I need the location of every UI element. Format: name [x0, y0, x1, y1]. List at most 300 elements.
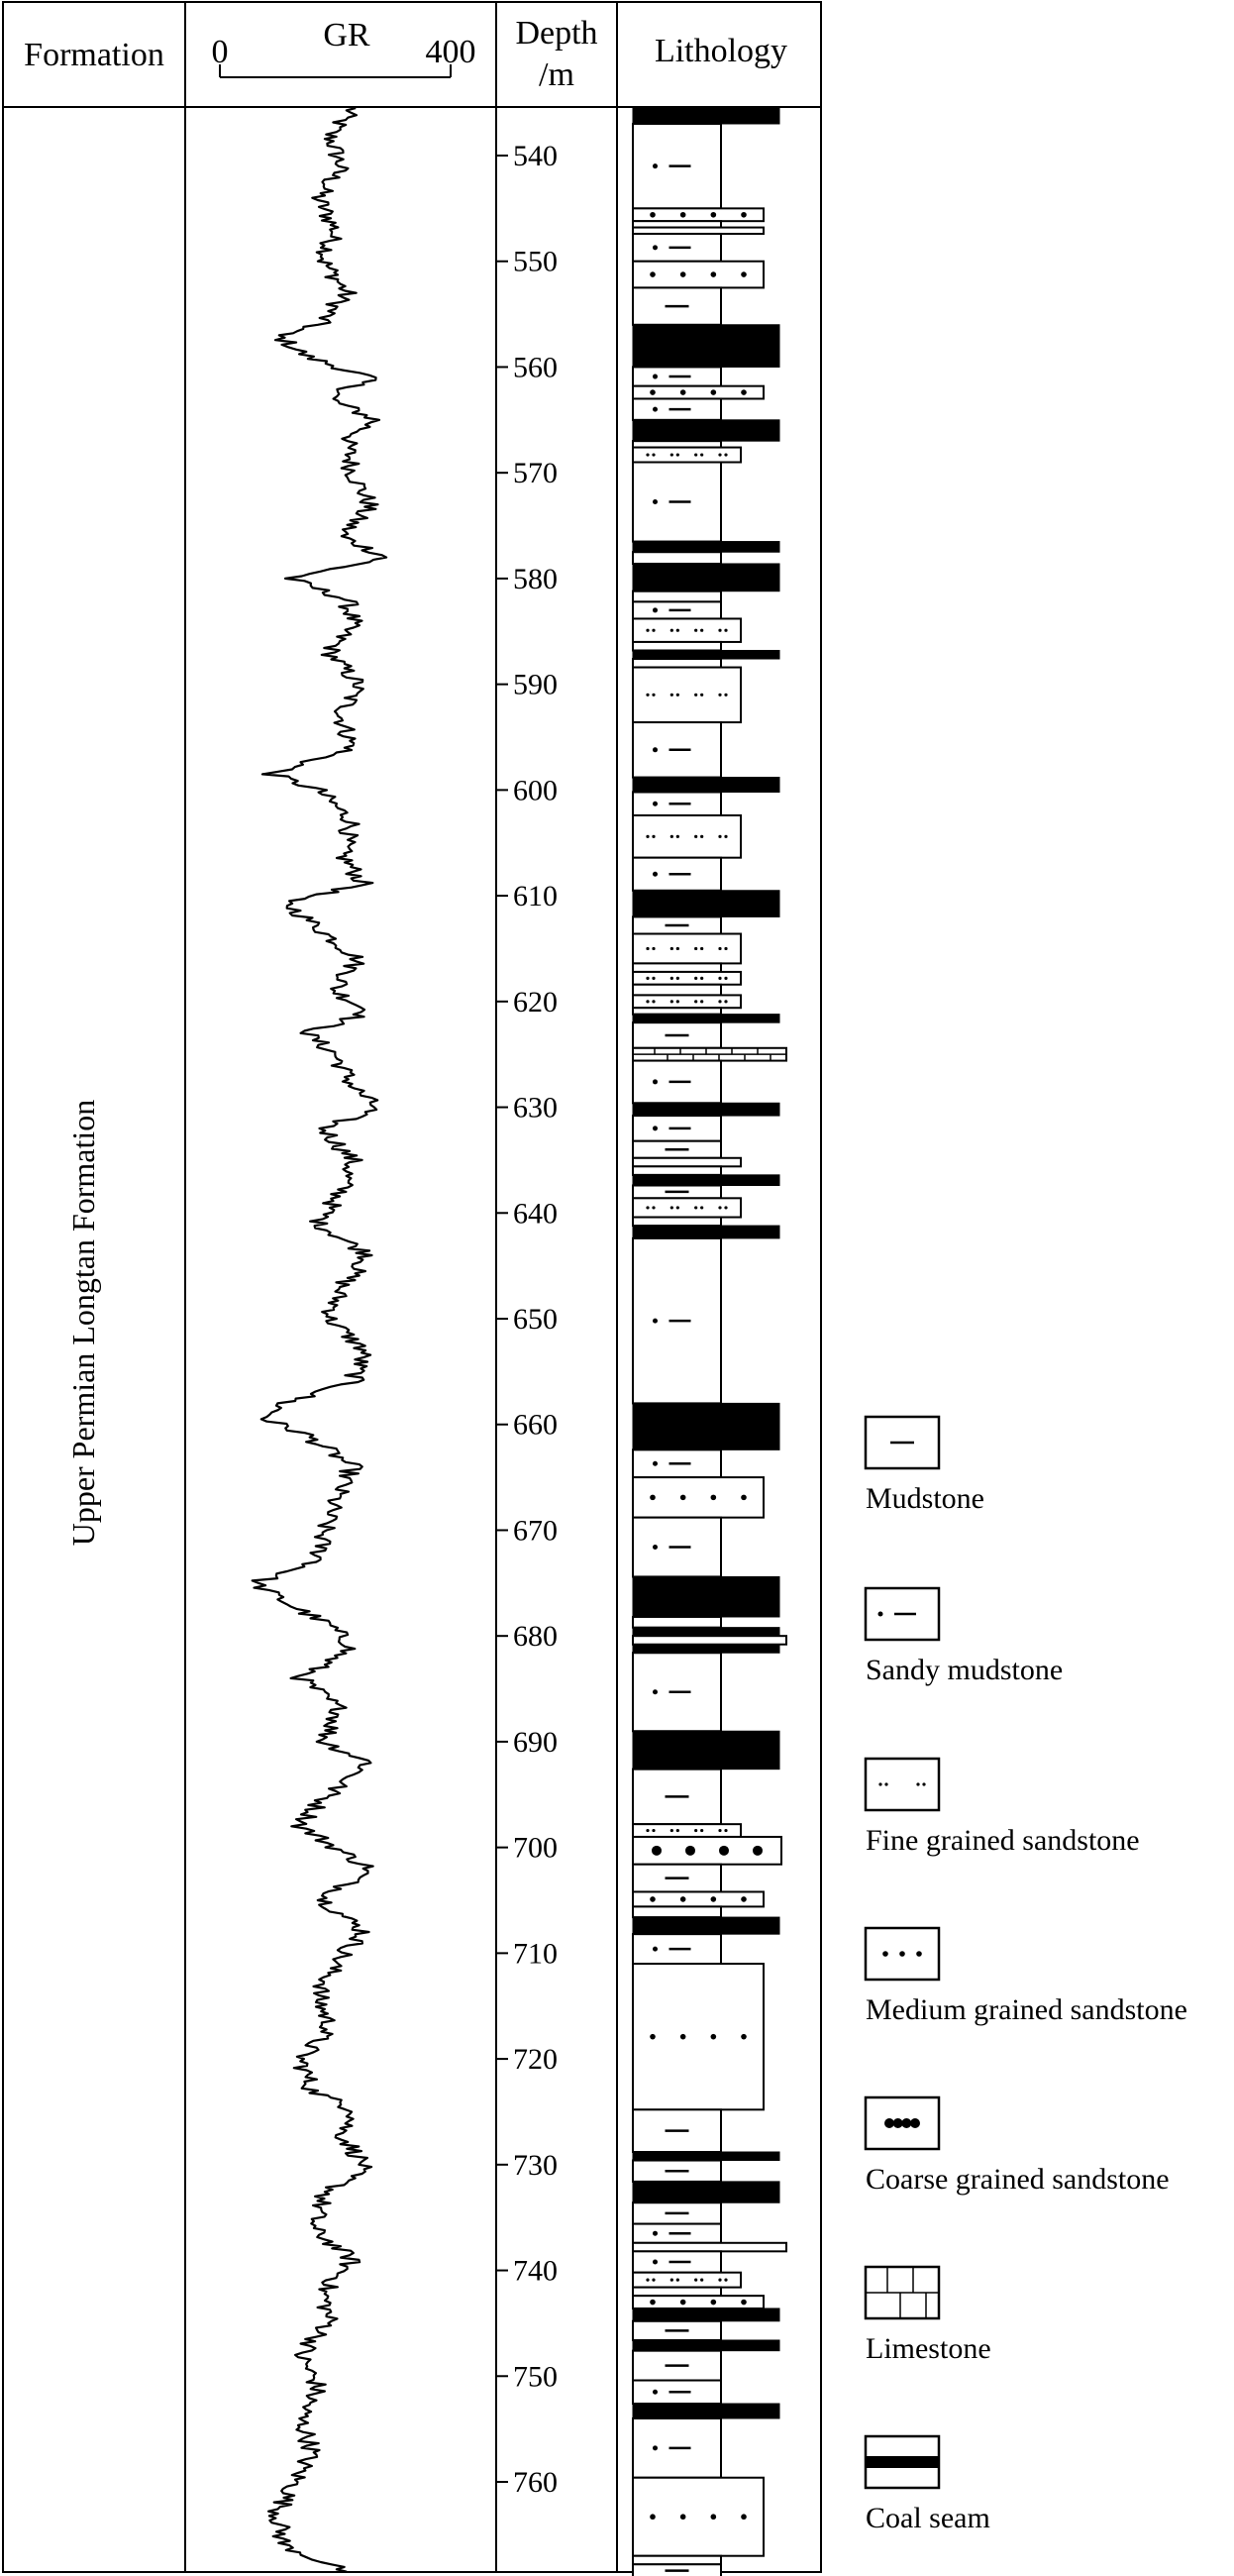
lithology-bed-coal	[633, 1015, 779, 1023]
lithology-bed-coal	[633, 564, 779, 591]
sand-dot	[653, 1461, 658, 1466]
lithology-bed-fine-sandstone	[633, 1198, 741, 1217]
bed-rect	[633, 591, 721, 602]
lithology-bed-mudstone	[633, 2556, 721, 2565]
medium-sand-dot	[711, 2034, 717, 2040]
coal-seam-rect	[633, 2404, 779, 2418]
gr-header: GR	[323, 17, 370, 54]
depth-tick-label: 730	[513, 2148, 558, 2182]
lithology-bed-limestone	[633, 1636, 786, 1645]
lithology-bed-medium-sandstone	[633, 2478, 764, 2556]
lithology-bed-coal	[633, 2182, 779, 2202]
sand-dot	[653, 1545, 658, 1550]
coal-seam-rect	[633, 564, 779, 591]
lithology-bed-mudstone	[633, 642, 721, 651]
lithology-bed-coal	[633, 1226, 779, 1238]
lithology-bed-mudstone	[633, 1865, 721, 1892]
coal-seam-rect	[633, 1015, 779, 1023]
fine-sand-dot	[718, 947, 721, 950]
depth-tick-label: 690	[513, 1725, 558, 1759]
lithology-bed-coal	[633, 1103, 779, 1116]
coarse-sand-dot	[910, 2118, 920, 2128]
lithology-bed-medium-sandstone	[633, 262, 764, 288]
lithology-bed-limestone	[633, 1048, 786, 1061]
lithology-bed-mudstone	[633, 1906, 721, 1917]
fine-sand-dot	[694, 835, 697, 838]
lithology-bed-coal	[633, 650, 779, 659]
lithology-bed-sandy-mudstone	[633, 601, 721, 618]
lithology-bed-medium-sandstone	[633, 386, 764, 399]
bed-rect	[633, 1158, 741, 1167]
coal-seam-rect	[633, 325, 779, 368]
lithology-bed-mudstone	[633, 2564, 721, 2576]
fine-sand-dot	[646, 453, 649, 456]
coal-seam-rect	[633, 1175, 779, 1186]
fine-sand-dot	[676, 1206, 679, 1209]
lithology-bed-sandy-mudstone	[633, 792, 721, 814]
fine-sand-dot	[670, 694, 673, 697]
lithology-bed-mudstone	[633, 1166, 721, 1175]
lithology-bed-sandy-mudstone	[633, 1934, 721, 1964]
medium-sand-dot	[741, 1896, 747, 1902]
legend-swatch	[866, 1759, 939, 1810]
lithology-bed-coal	[633, 2404, 779, 2418]
coal-seam-rect	[633, 2308, 779, 2321]
fine-sand-dot	[700, 1829, 703, 1832]
bed-rect	[633, 1166, 721, 1175]
medium-sand-dot	[741, 2300, 747, 2306]
lithology-bed-coal	[633, 1576, 779, 1617]
medium-sand-dot	[650, 2300, 656, 2306]
fine-sand-dot	[652, 1000, 655, 1003]
fine-sand-dot	[694, 2279, 697, 2282]
lithology-bed-fine-sandstone	[633, 972, 741, 985]
coal-seam-rect	[633, 2152, 779, 2161]
lithology-bed-coal	[633, 542, 779, 553]
fine-sand-dot	[676, 629, 679, 632]
medium-sand-dot	[680, 389, 686, 395]
fine-sand-dot	[694, 947, 697, 950]
lithology-bed-medium-sandstone	[633, 1477, 764, 1518]
lithology-bed-sandy-mudstone	[633, 1653, 721, 1731]
lithology-bed-mudstone	[633, 1141, 721, 1158]
depth-axis	[496, 140, 558, 2499]
fine-sand-dot	[646, 629, 649, 632]
sand-dot	[653, 2260, 658, 2265]
medium-sand-dot	[680, 271, 686, 277]
lithology-bed-mudstone	[633, 2288, 721, 2297]
sand-dot	[653, 245, 658, 250]
lithology-bed-medium-sandstone	[633, 208, 764, 221]
coarse-sand-dot	[884, 2118, 894, 2128]
coal-seam-rect	[633, 1731, 779, 1769]
fine-sand-dot	[670, 629, 673, 632]
lithology-bed-sandy-mudstone	[633, 1116, 721, 1141]
fine-sand-dot	[700, 947, 703, 950]
fine-sand-dot	[676, 1829, 679, 1832]
lithology-bed-mudstone	[633, 1218, 721, 1227]
fine-sand-dot	[718, 2279, 721, 2282]
lithology-bed-mudstone	[633, 2109, 721, 2152]
fine-sand-dot	[670, 2279, 673, 2282]
lithology-bed-coarse-sandstone	[633, 1837, 781, 1865]
fine-sand-dot	[724, 947, 727, 950]
legend-coal-band	[866, 2456, 939, 2468]
coarse-sand-dot	[753, 1846, 763, 1856]
medium-sand-dot	[916, 1951, 922, 1957]
formation-name: Upper Permian Longtan Formation	[65, 1099, 101, 1547]
lithology-bed-sandy-mudstone	[633, 1061, 721, 1104]
lithology-bed-fine-sandstone	[633, 1158, 741, 1167]
coal-seam-rect	[633, 542, 779, 553]
depth-tick-label: 540	[513, 140, 558, 172]
coarse-sand-dot	[901, 2118, 911, 2128]
fine-sand-dot	[694, 1000, 697, 1003]
bed-rect	[633, 2556, 721, 2565]
lithology-bed-coal	[633, 2340, 779, 2351]
coal-seam-rect	[633, 1917, 779, 1934]
coal-seam-rect	[633, 650, 779, 659]
lithology-bed-fine-sandstone	[633, 934, 741, 964]
fine-sand-dot	[724, 2279, 727, 2282]
fine-sand-dot	[646, 947, 649, 950]
lithology-bed-sandy-mudstone	[633, 463, 721, 542]
lithology-bed-mudstone	[633, 963, 721, 972]
lithology-bed-coal	[633, 1731, 779, 1769]
sand-dot	[653, 375, 658, 379]
medium-sand-dot	[711, 212, 717, 218]
fine-sand-dot	[694, 629, 697, 632]
fine-sand-dot	[724, 1829, 727, 1832]
fine-sand-dot	[724, 1000, 727, 1003]
medium-sand-dot	[741, 2514, 747, 2520]
medium-sand-dot	[882, 1951, 888, 1957]
lithology-bed-coal	[633, 2152, 779, 2161]
lithology-bed-mudstone	[633, 1617, 721, 1628]
fine-sand-dot	[646, 2279, 649, 2282]
fine-sand-dot	[700, 977, 703, 980]
lithology-bed-sandy-mudstone	[633, 124, 721, 208]
fine-sand-dot	[646, 835, 649, 838]
sand-dot	[653, 872, 658, 877]
legend-item-mudstone	[866, 1417, 984, 1515]
depth-tick-label: 590	[513, 668, 558, 701]
lithology-bed-fine-sandstone	[633, 995, 741, 1008]
fine-sand-dot	[676, 694, 679, 697]
gr-scale-bar	[220, 64, 451, 77]
fine-sand-dot	[652, 453, 655, 456]
sand-dot	[653, 607, 658, 612]
medium-sand-dot	[741, 1495, 747, 1501]
bed-rect	[633, 1617, 721, 1628]
fine-sand-dot	[652, 977, 655, 980]
fine-sand-dot	[646, 1829, 649, 1832]
medium-sand-dot	[680, 2514, 686, 2520]
fine-sand-dot	[652, 629, 655, 632]
fine-sand-dot	[676, 977, 679, 980]
medium-sand-dot	[680, 1896, 686, 1902]
fine-sand-dot	[646, 1000, 649, 1003]
lithology-bed-mudstone	[633, 659, 721, 668]
fine-sand-dot	[700, 453, 703, 456]
fine-sand-dot	[652, 694, 655, 697]
medium-sand-dot	[711, 1495, 717, 1501]
fine-sand-dot	[700, 2279, 703, 2282]
fine-sand-dot	[694, 1829, 697, 1832]
lithology-bed-mudstone	[633, 985, 721, 996]
lithology-bed-coal	[633, 778, 779, 793]
fine-sand-dot	[694, 977, 697, 980]
legend-item-medium-sandstone	[866, 1928, 1187, 2026]
coal-seam-rect	[633, 1576, 779, 1617]
lithology-bed-medium-sandstone	[633, 1891, 764, 1906]
lithology-bed-sandy-mudstone	[633, 858, 721, 891]
sand-dot	[653, 1079, 658, 1084]
sand-dot	[653, 747, 658, 752]
medium-sand-dot	[899, 1951, 905, 1957]
lithology-bed-coal	[633, 108, 779, 124]
sand-dot	[653, 2445, 658, 2450]
fine-sand-dot	[718, 629, 721, 632]
bed-rect	[633, 2243, 786, 2252]
fine-sand-dot	[676, 947, 679, 950]
medium-sand-dot	[741, 271, 747, 277]
fine-sand-dot	[652, 947, 655, 950]
fine-sand-dot	[676, 835, 679, 838]
legend-label: Sandy mudstone	[866, 1654, 1064, 1686]
medium-sand-dot	[680, 212, 686, 218]
fine-sand-dot	[718, 1000, 721, 1003]
coal-seam-rect	[633, 1103, 779, 1116]
lithology-bed-coal	[633, 325, 779, 368]
depth-tick-label: 710	[513, 1937, 558, 1971]
gr-scale-max: 400	[425, 34, 476, 70]
legend-label: Medium grained sandstone	[866, 1993, 1187, 2026]
sand-dot	[653, 1689, 658, 1694]
sand-dot	[653, 499, 658, 504]
fine-sand-dot	[724, 694, 727, 697]
legend-item-fine-sandstone	[866, 1759, 1140, 1857]
medium-sand-dot	[711, 271, 717, 277]
fine-sand-dot	[718, 1206, 721, 1209]
medium-sand-dot	[741, 2034, 747, 2040]
medium-sand-dot	[650, 2034, 656, 2040]
lithology-bed-mudstone	[633, 1008, 721, 1014]
fine-sand-dot	[670, 977, 673, 980]
lithology-bed-fine-sandstone	[633, 815, 741, 858]
coarse-sand-dot	[719, 1846, 729, 1856]
fine-sand-dot	[724, 835, 727, 838]
sand-dot	[653, 2231, 658, 2236]
fine-sand-dot	[718, 835, 721, 838]
coal-seam-rect	[633, 1628, 779, 1637]
bed-rect	[633, 1218, 721, 1227]
sand-dot	[653, 1947, 658, 1952]
depth-tick-label: 720	[513, 2043, 558, 2077]
lithology-bed-sandy-mudstone	[633, 1518, 721, 1577]
fine-sand-dot	[724, 1206, 727, 1209]
bed-rect	[633, 2288, 721, 2297]
coal-seam-rect	[633, 1403, 779, 1449]
sand-dot	[878, 1612, 883, 1617]
medium-sand-dot	[711, 1896, 717, 1902]
legend-item-coal	[866, 2436, 990, 2534]
bed-rect	[633, 552, 721, 564]
medium-sand-dot	[680, 2300, 686, 2306]
depth-tick-label: 640	[513, 1197, 558, 1231]
lithology-bed-coal	[633, 1645, 779, 1654]
lithology-bed-sandy-mudstone	[633, 367, 721, 385]
sand-dot	[653, 1319, 658, 1324]
gr-scale-min: 0	[211, 34, 229, 70]
lithology-bed-coal	[633, 1403, 779, 1449]
lithology-bed-limestone	[633, 2243, 786, 2252]
coal-seam-rect	[633, 1226, 779, 1238]
fine-sand-dot	[676, 453, 679, 456]
fine-sand-dot	[724, 977, 727, 980]
medium-sand-dot	[650, 1495, 656, 1501]
medium-sand-dot	[650, 212, 656, 218]
lithology-bed-sandy-mudstone	[633, 1238, 721, 1403]
medium-sand-dot	[741, 212, 747, 218]
fine-sand-dot	[700, 1206, 703, 1209]
legend-label: Limestone	[866, 2332, 991, 2365]
sand-dot	[653, 407, 658, 412]
fine-sand-dot	[646, 1206, 649, 1209]
depth-tick-label: 550	[513, 245, 558, 278]
fine-sand-dot	[700, 629, 703, 632]
lithology-bed-sandy-mudstone	[633, 2381, 721, 2404]
formation-header: Formation	[24, 37, 164, 73]
bed-rect	[633, 659, 721, 668]
fine-sand-dot	[884, 1782, 887, 1785]
fine-sand-dot	[676, 1000, 679, 1003]
depth-header: Depth	[515, 15, 598, 52]
lithology-bed-mudstone	[633, 2351, 721, 2381]
lithology-bed-coal	[633, 1917, 779, 1934]
coal-seam-rect	[633, 1645, 779, 1654]
legend-item-limestone	[866, 2267, 991, 2365]
fine-sand-dot	[718, 1829, 721, 1832]
lithology-bed-mudstone	[633, 552, 721, 564]
fine-sand-dot	[700, 694, 703, 697]
lithology-bed-sandy-mudstone	[633, 234, 721, 262]
lithology-bed-mudstone	[633, 591, 721, 602]
sand-dot	[653, 802, 658, 806]
fine-sand-dot	[670, 1000, 673, 1003]
lithology-bed-fine-sandstone	[633, 2273, 741, 2288]
depth-tick-label: 650	[513, 1303, 558, 1336]
lithology-bed-sandy-mudstone	[633, 722, 721, 777]
legend-label: Coal seam	[866, 2502, 990, 2534]
fine-sand-dot	[670, 453, 673, 456]
fine-sand-dot	[670, 947, 673, 950]
lithology-bed-mudstone	[633, 916, 721, 933]
lithology-bed-mudstone	[633, 1186, 721, 1199]
gr-log-curve	[253, 108, 386, 2572]
lithology-bed-mudstone	[633, 1770, 721, 1824]
fine-sand-dot	[652, 1829, 655, 1832]
fine-sand-dot	[676, 2279, 679, 2282]
fine-sand-dot	[718, 694, 721, 697]
legend-item-sandy-mudstone	[866, 1588, 1063, 1686]
coal-seam-rect	[633, 2340, 779, 2351]
depth-tick-label: 610	[513, 880, 558, 913]
lithology-bed-mudstone	[633, 2161, 721, 2182]
legend-label: Fine grained sandstone	[866, 1824, 1140, 1857]
medium-sand-dot	[741, 389, 747, 395]
depth-unit: /m	[539, 56, 574, 93]
depth-tick-label: 570	[513, 457, 558, 490]
fine-sand-dot	[718, 453, 721, 456]
bed-rect	[633, 642, 721, 651]
fine-sand-dot	[724, 629, 727, 632]
coal-seam-rect	[633, 778, 779, 793]
fine-sand-dot	[670, 835, 673, 838]
depth-tick-label: 700	[513, 1831, 558, 1865]
gr-log-line	[253, 108, 386, 2572]
fine-sand-dot	[670, 1829, 673, 1832]
depth-tick-label: 740	[513, 2254, 558, 2288]
lithology-bed-sandy-mudstone	[633, 2251, 721, 2272]
lithology-bed-coal	[633, 2308, 779, 2321]
fine-sand-dot	[878, 1782, 881, 1785]
coarse-sand-dot	[893, 2118, 903, 2128]
lithology-bed-sandy-mudstone	[633, 2224, 721, 2243]
fine-sand-dot	[724, 453, 727, 456]
bed-rect	[633, 1008, 721, 1014]
medium-sand-dot	[680, 2034, 686, 2040]
lithology-bed-coal	[633, 1175, 779, 1186]
lithology-bed-sandy-mudstone	[633, 398, 721, 419]
fine-sand-dot	[916, 1782, 919, 1785]
lithology-bed-mudstone	[633, 2321, 721, 2340]
lithology-bed-fine-sandstone	[633, 1824, 741, 1837]
coal-seam-rect	[633, 420, 779, 441]
coal-seam-rect	[633, 891, 779, 917]
lithology-bed-coal	[633, 420, 779, 441]
sand-dot	[653, 1126, 658, 1130]
medium-sand-dot	[680, 1495, 686, 1501]
lithology-bed-medium-sandstone	[633, 2296, 764, 2308]
medium-sand-dot	[650, 271, 656, 277]
legend-item-coarse-sandstone	[866, 2097, 1170, 2196]
fine-sand-dot	[646, 977, 649, 980]
fine-sand-dot	[646, 694, 649, 697]
depth-tick-label: 750	[513, 2360, 558, 2394]
coal-seam-rect	[633, 2182, 779, 2202]
legend-label: Mudstone	[866, 1482, 984, 1515]
depth-tick-label: 560	[513, 351, 558, 384]
fine-sand-dot	[670, 1206, 673, 1209]
lithology-bed-sandy-mudstone	[633, 2418, 721, 2478]
lithology-bed-mudstone	[633, 2202, 721, 2223]
depth-tick-label: 660	[513, 1408, 558, 1442]
legend-label: Coarse grained sandstone	[866, 2163, 1170, 2196]
fine-sand-dot	[652, 1206, 655, 1209]
depth-tick-label: 580	[513, 562, 558, 595]
coal-seam-rect	[633, 108, 779, 124]
bed-rect	[633, 985, 721, 996]
bed-rect	[633, 1906, 721, 1917]
depth-tick-label: 680	[513, 1620, 558, 1654]
fine-sand-dot	[694, 694, 697, 697]
sand-dot	[653, 163, 658, 168]
lithology-bed-coal	[633, 891, 779, 917]
fine-sand-dot	[652, 835, 655, 838]
medium-sand-dot	[711, 389, 717, 395]
coarse-sand-dot	[652, 1846, 662, 1856]
